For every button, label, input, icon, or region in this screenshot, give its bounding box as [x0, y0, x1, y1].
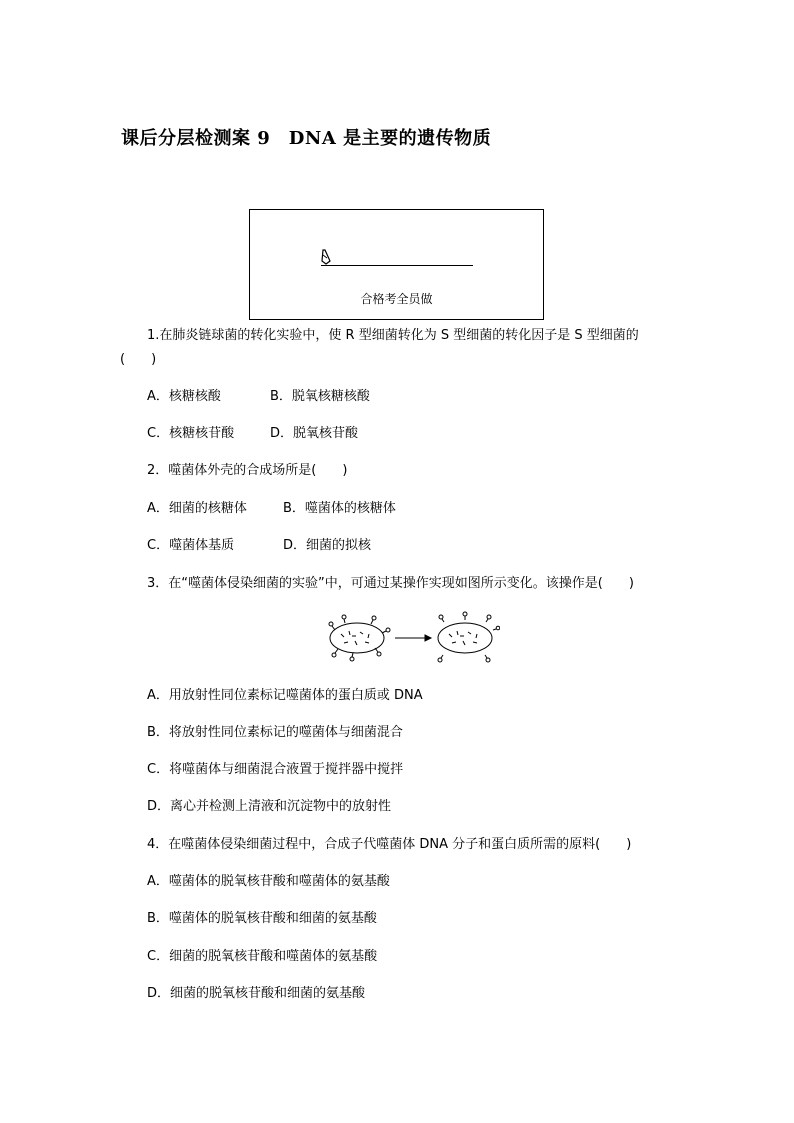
- question-1-option-c: C．核糖核苷酸: [147, 426, 235, 441]
- question-3-option-b: B．将放射性同位素标记的噬菌体与细菌混合: [147, 725, 403, 740]
- question-4-option-b: B．噬菌体的脱氧核苷酸和细菌的氨基酸: [147, 911, 377, 926]
- question-3-option-d: D．离心并检测上清液和沉淀物中的放射性: [147, 799, 392, 814]
- question-2-stem: 2．噬菌体外壳的合成场所是( ): [147, 463, 348, 478]
- question-4-option-c: C．细菌的脱氧核苷酸和噬菌体的氨基酸: [147, 949, 378, 964]
- question-1-option-a: A．核糖核酸: [147, 389, 221, 404]
- page-title: 课后分层检测案 9 DNA 是主要的遗传物质: [121, 128, 492, 149]
- phage-detachment-diagram: [325, 610, 500, 668]
- question-3-stem: 3．在“噬菌体侵染细菌的实验”中，可通过某操作实现如图所示变化。该操作是( ): [147, 576, 634, 591]
- question-1-paren: ( ): [120, 352, 157, 367]
- question-2-option-a: A．细菌的核糖体: [147, 501, 247, 516]
- question-3-option-a: A．用放射性同位素标记噬菌体的蛋白质或 DNA: [147, 688, 423, 703]
- answer-underline: [321, 265, 473, 266]
- question-2-option-d: D．细菌的拟核: [283, 538, 372, 553]
- question-3-option-c: C．将噬菌体与细菌混合液置于搅拌器中搅拌: [147, 762, 404, 777]
- question-1-option-b: B．脱氧核糖核酸: [270, 389, 370, 404]
- question-4-option-a: A．噬菌体的脱氧核苷酸和噬菌体的氨基酸: [147, 874, 390, 889]
- pencil-icon: [320, 249, 334, 265]
- question-4-stem: 4．在噬菌体侵染细菌过程中，合成子代噬菌体 DNA 分子和蛋白质所需的原料( ): [147, 837, 632, 852]
- question-2-option-b: B．噬菌体的核糖体: [283, 501, 396, 516]
- question-4-option-d: D．细菌的脱氧核苷酸和细菌的氨基酸: [147, 986, 366, 1001]
- question-2-option-c: C．噬菌体基质: [147, 538, 235, 553]
- question-1-stem: 1.在肺炎链球菌的转化实验中，使 R 型细菌转化为 S 型细菌的转化因子是 S 型细菌的: [147, 328, 639, 343]
- question-1-option-d: D．脱氧核苷酸: [270, 426, 359, 441]
- section-label: 合格考全员做: [360, 292, 433, 306]
- section-header-box: [249, 209, 544, 320]
